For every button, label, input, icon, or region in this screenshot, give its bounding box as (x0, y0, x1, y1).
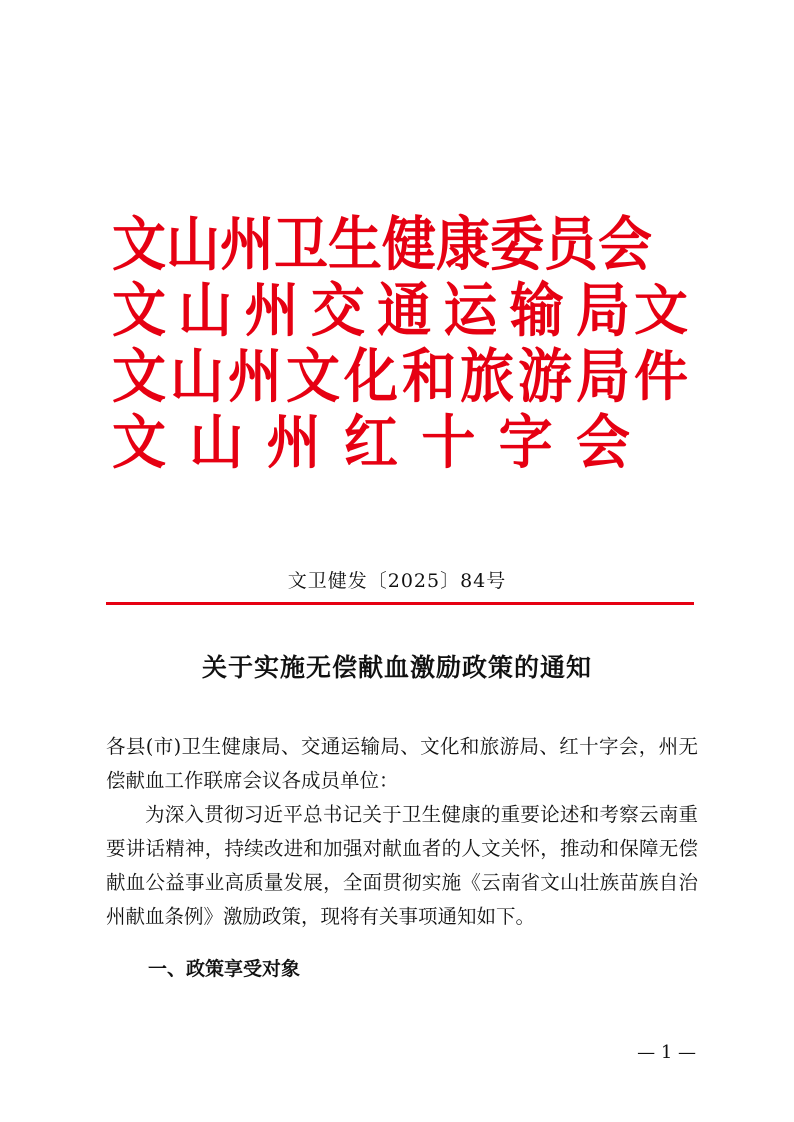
header-char: 文 (112, 341, 166, 411)
header-char: 山 (166, 209, 220, 279)
header-char: 员 (544, 209, 598, 279)
header-char: 旅 (460, 341, 514, 411)
org-line-culture-tourism (112, 340, 630, 411)
header-char: 化 (344, 341, 398, 411)
header-char: 局 (576, 341, 630, 411)
section-heading: 一、政策享受对象 (148, 958, 301, 980)
header-char: 州 (220, 209, 274, 279)
recipients-paragraph: 各县(市)卫生健康局、交通运输局、文化和旅游局、红十字会，州无偿献血工作联席会议各成员单位： (106, 735, 698, 792)
document-number: 文卫健发〔2025〕84号 (287, 570, 507, 592)
header-char: 游 (518, 341, 572, 411)
suffix-wen: 文 (634, 278, 688, 342)
red-header (112, 211, 692, 475)
document-title: 关于实施无偿献血激励政策的通知 (201, 653, 592, 682)
header-char: 通 (377, 275, 432, 345)
header-char: 交 (310, 275, 365, 345)
header-char: 委 (490, 209, 544, 279)
document-body (106, 730, 698, 934)
header-char: 局 (575, 275, 630, 345)
org-line-health (112, 208, 652, 279)
header-char: 会 (575, 407, 630, 477)
header-char: 文 (112, 407, 166, 477)
header-char: 州 (228, 341, 282, 411)
header-char: 文 (112, 275, 166, 345)
red-separator-line (106, 602, 694, 605)
header-char: 文 (112, 209, 166, 279)
header-char: 山 (170, 341, 224, 411)
header-char: 康 (436, 209, 490, 279)
header-char: 输 (509, 275, 564, 345)
org-line-red-cross (112, 406, 630, 477)
header-char: 山 (178, 275, 233, 345)
header-char: 字 (498, 407, 553, 477)
header-char: 红 (343, 407, 398, 477)
header-char: 健 (382, 209, 436, 279)
header-char: 十 (421, 407, 476, 477)
issuing-organizations (112, 209, 652, 477)
header-char: 会 (598, 209, 652, 279)
header-char: 山 (189, 407, 244, 477)
page-number: — 1 — (637, 1042, 696, 1063)
header-char: 生 (328, 209, 382, 279)
intro-paragraph: 为深入贯彻习近平总书记关于卫生健康的重要论述和考察云南重要讲话精神，持续改进和加强对献血者的人文关怀，推动和保障无偿献血公益事业高质量发展，全面贯彻实施《云南省文山壮族苗族自治州献血条例》激励政策，现将有关事项通知如下。 (106, 803, 698, 928)
header-char: 州 (266, 407, 321, 477)
header-char: 卫 (274, 209, 328, 279)
header-char: 文 (286, 341, 340, 411)
suffix-jian: 件 (634, 344, 688, 408)
header-char: 和 (402, 341, 456, 411)
header-char: 运 (443, 275, 498, 345)
header-char: 州 (244, 275, 299, 345)
org-line-transport (112, 274, 630, 345)
